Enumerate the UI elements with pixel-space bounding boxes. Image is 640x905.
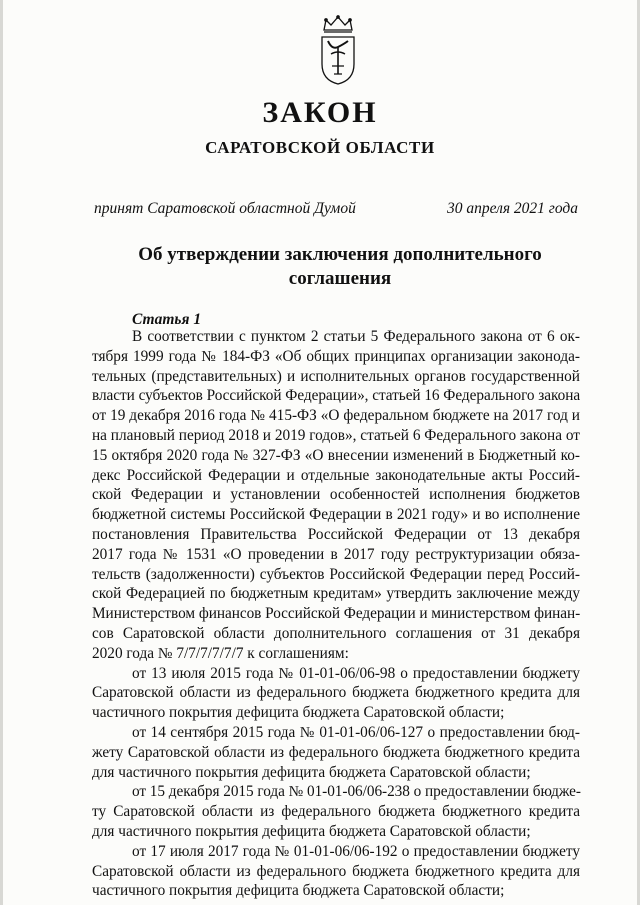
body-line: бюджетной системы Российской Федерации в 2021 году» и во исполнение xyxy=(92,506,580,524)
body-line: от 15 декабря 2015 года № 01-01-06/06-238 о предоставлении бюдже- xyxy=(132,783,581,801)
body-line: В соответствии с пунктом 2 статьи 5 Федерального закона от 6 ок- xyxy=(132,328,580,345)
body-line: Министерством финансов Российской Федерации и министерством финан- xyxy=(92,605,581,623)
document-title: ЗАКОН xyxy=(262,96,378,129)
body-line: для частичного покрытия дефицита бюджета Саратовской области; xyxy=(92,822,531,840)
body-line: Саратовской области из федерального бюджета бюджетного кредита для xyxy=(92,684,580,702)
body-line: 2020 года № 7/7/7/7/7/7 к соглашениям: xyxy=(92,644,349,662)
body-line: от 17 июля 2017 года № 01-01-06/06-192 о предоставлении бюджету xyxy=(132,842,580,860)
coat-of-arms-icon xyxy=(318,14,358,86)
body-line: сов Саратовской области дополнительного соглашения от 31 декабря xyxy=(92,624,580,642)
heading-line: Об утверждении заключения дополнительного xyxy=(138,244,542,265)
adopted-date: 30 апреля 2021 года xyxy=(446,200,578,217)
body-line: декс Российской Федерации и отдельные законодательные акты Россий- xyxy=(92,466,580,484)
body-line: тельных (представительных) и исполнительных органов государственной xyxy=(92,367,580,385)
body-line: Саратовской области из федерального бюджета бюджетного кредита для xyxy=(92,862,580,880)
body-line: от 13 июля 2015 года № 01-01-06/06-98 о предоставлении бюджету xyxy=(132,664,580,682)
body-line: частичного покрытия дефицита бюджета Саратовской области; xyxy=(92,704,505,722)
body-line: 15 октября 2020 года № 327-ФЗ «О внесении изменений в Бюджетный ко- xyxy=(92,446,580,464)
body-line: власти субъектов Российской Федерации», статьей 16 Федерального закона xyxy=(92,387,581,405)
body-line: частичного покрытия дефицита бюджета Саратовской области; xyxy=(92,882,505,900)
body-line: для частичного покрытия дефицита бюджета Саратовской области; xyxy=(92,763,531,781)
body-line: жету Саратовской области из федерального бюджета бюджетного кредита xyxy=(92,743,580,761)
body-line: на плановый период 2018 и 2019 годов», статьей 6 Федерального закона от xyxy=(92,426,580,444)
body-line: ской Федерацией по бюджетным кредитам» утвердить заключение между xyxy=(92,585,580,603)
scan-edge-left xyxy=(0,0,3,905)
body-line: тября 1999 года № 184-ФЗ «Об общих принципах организации законода- xyxy=(92,347,580,365)
body-line: тельств (задолженности) субъектов Российской Федерации перед Россий- xyxy=(92,565,580,583)
adopted-by: принят Саратовской областной Думой xyxy=(94,200,356,217)
body-line: от 14 сентября 2015 года № 01-01-06/06-127 о предоставлении бюд- xyxy=(132,723,580,741)
body-line: ской Федерации и установлении особенностей исполнения бюджетов xyxy=(92,486,580,504)
body-line: постановления Правительства Российской Федерации от 13 декабря xyxy=(92,525,580,543)
article-body xyxy=(92,327,580,901)
article-label: Статья 1 xyxy=(132,311,202,328)
law-heading xyxy=(120,243,560,291)
body-line: от 19 декабря 2016 года № 415-ФЗ «О федеральном бюджете на 2017 год и xyxy=(92,407,580,425)
document-subtitle: САРАТОВСКОЙ ОБЛАСТИ xyxy=(205,138,435,157)
body-line: 2017 года № 1531 «О проведении в 2017 году реструктуризации обяза- xyxy=(92,545,580,563)
heading-line: соглашения xyxy=(288,268,392,289)
body-line: ту Саратовской области из федерального бюджета бюджетного кредита xyxy=(92,803,580,821)
